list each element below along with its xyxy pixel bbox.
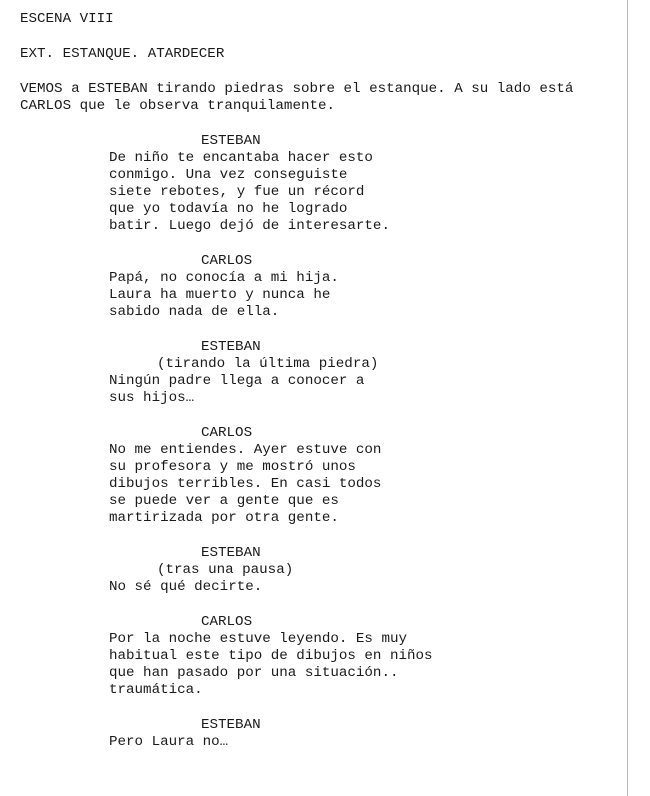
dialogue-line: Ningún padre llega a conocer a xyxy=(109,373,365,389)
dialogue-line: que han pasado por una situación.. xyxy=(109,665,399,681)
dialogue-line: sus hijos… xyxy=(109,390,195,406)
character-name: CARLOS xyxy=(201,253,253,269)
dialogue-line: conmigo. Una vez conseguiste xyxy=(109,167,348,183)
dialogue-line: No me entiendes. Ayer estuve con xyxy=(109,442,382,458)
dialogue-line: Papá, no conocía a mi hija. xyxy=(109,270,339,286)
parenthetical: (tras una pausa) xyxy=(157,562,294,578)
dialogue-line: Por la noche estuve leyendo. Es muy xyxy=(109,631,407,647)
dialogue-line: De niño te encantaba hacer esto xyxy=(109,150,373,166)
dialogue-line: su profesora y me mostró unos xyxy=(109,459,356,475)
dialogue-line: martirizada por otra gente. xyxy=(109,510,339,526)
dialogue-line: batir. Luego dejó de interesarte. xyxy=(109,218,390,234)
dialogue-line: siete rebotes, y fue un récord xyxy=(109,184,365,200)
dialogue-line: Pero Laura no… xyxy=(109,734,229,750)
character-name: ESTEBAN xyxy=(201,717,261,733)
dialogue-line: sabido nada de ella. xyxy=(109,304,280,320)
dialogue-line: se puede ver a gente que es xyxy=(109,493,339,509)
dialogue-line: traumática. xyxy=(109,682,203,698)
dialogue-line: Laura ha muerto y nunca he xyxy=(109,287,331,303)
character-name: ESTEBAN xyxy=(201,133,261,149)
dialogue-line: dibujos terribles. En casi todos xyxy=(109,476,382,492)
dialogue-line: No sé qué decirte. xyxy=(109,579,263,595)
character-name: CARLOS xyxy=(201,614,253,630)
character-name: ESTEBAN xyxy=(201,339,261,355)
page-edge-divider xyxy=(627,0,628,796)
character-name: CARLOS xyxy=(201,425,253,441)
parenthetical: (tirando la última piedra) xyxy=(157,356,379,372)
action-line: CARLOS que le observa tranquilamente. xyxy=(20,98,336,114)
dialogue-line: habitual este tipo de dibujos en niños xyxy=(109,648,433,664)
dialogue-line: que yo todavía no he logrado xyxy=(109,201,348,217)
character-name: ESTEBAN xyxy=(201,545,261,561)
scene-heading: ESCENA VIII xyxy=(20,11,114,27)
slugline: EXT. ESTANQUE. ATARDECER xyxy=(20,46,225,62)
action-line: VEMOS a ESTEBAN tirando piedras sobre el estanque. A su lado está xyxy=(20,81,574,97)
